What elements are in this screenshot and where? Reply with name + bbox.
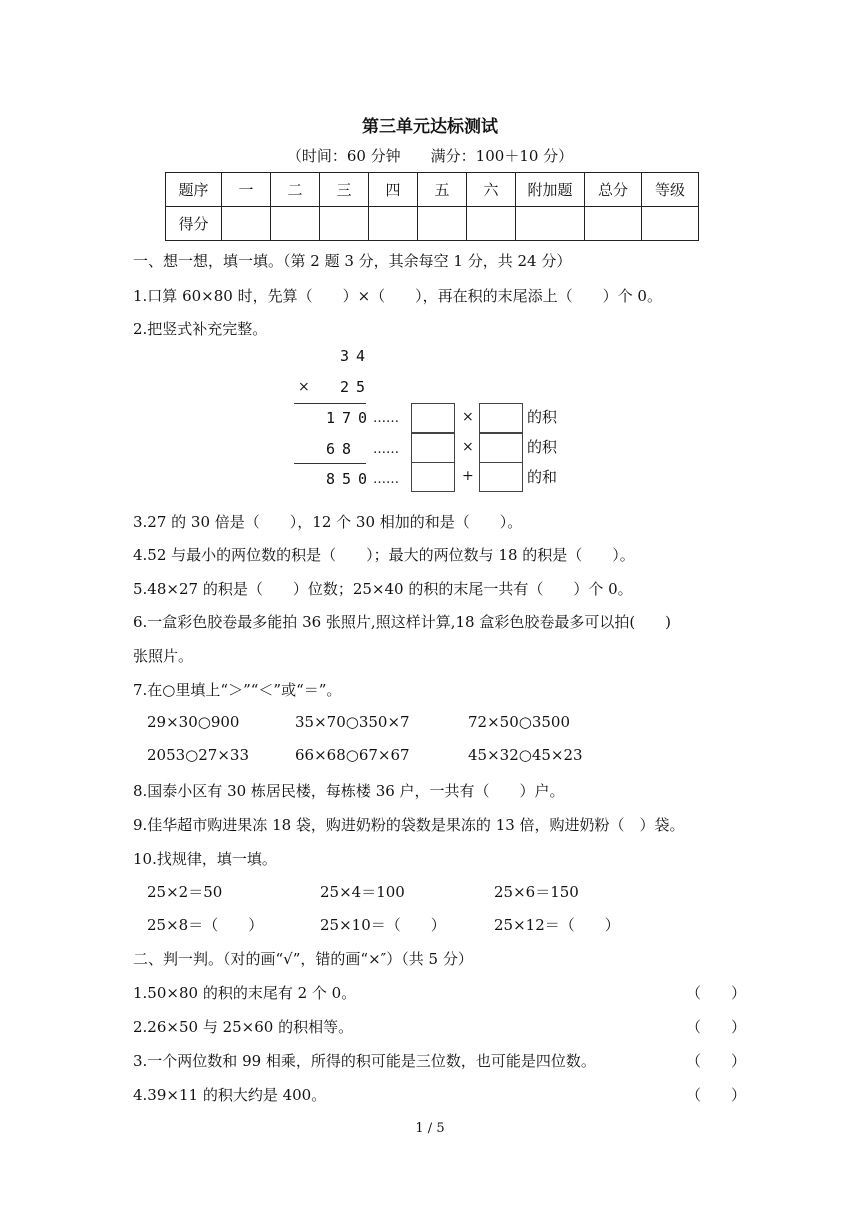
score-cell[interactable] bbox=[642, 207, 699, 241]
judge-item-2: 2.26×50 与 25×60 的积相等。 bbox=[133, 1018, 354, 1036]
partial-product-2: 68 bbox=[326, 440, 359, 458]
question-1-1: 1.口算 60×80 时，先算（ ）×（ ），再在积的末尾添上（ ）个 0。 bbox=[133, 287, 662, 305]
header-cell-3: 三 bbox=[320, 173, 369, 207]
score-cell[interactable] bbox=[320, 207, 369, 241]
op-times: × bbox=[462, 409, 474, 425]
op-plus: + bbox=[462, 468, 474, 484]
question-1-3: 3.27 的 30 倍是（ ），12 个 30 相加的和是（ ）。 bbox=[133, 513, 523, 531]
answer-box[interactable] bbox=[411, 403, 455, 433]
comparison-item: 29×30○900 bbox=[147, 713, 240, 731]
score-table bbox=[165, 172, 699, 241]
label-product: 的积 bbox=[527, 408, 558, 426]
op-times: × bbox=[462, 439, 474, 455]
comparison-item: 2053○27×33 bbox=[147, 746, 250, 764]
comparison-item: 66×68○67×67 bbox=[295, 746, 410, 764]
final-product: 850 bbox=[326, 470, 375, 488]
vertical-multiplication bbox=[290, 345, 570, 495]
page-number: 1 / 5 bbox=[415, 1121, 445, 1136]
comparison-item: 72×50○3500 bbox=[468, 713, 571, 731]
answer-box[interactable] bbox=[479, 462, 523, 492]
question-1-8: 8.国泰小区有 30 栋居民楼，每栋楼 36 户，一共有（ ）户。 bbox=[133, 782, 565, 800]
header-cell-bonus: 附加题 bbox=[516, 173, 585, 207]
answer-box[interactable] bbox=[411, 462, 455, 492]
judge-item-3: 3.一个两位数和 99 相乘，所得的积可能是三位数，也可能是四位数。 bbox=[133, 1052, 596, 1070]
answer-paren[interactable]: （ ） bbox=[686, 1018, 747, 1036]
header-cell-6: 六 bbox=[467, 173, 516, 207]
pattern-item: 25×4＝100 bbox=[320, 883, 405, 901]
pattern-item: 25×2＝50 bbox=[147, 883, 223, 901]
question-1-6: 6.一盒彩色胶卷最多能拍 36 张照片,照这样计算,18 盒彩色胶卷最多可以拍( ) bbox=[133, 613, 672, 631]
comparison-item: 35×70○350×7 bbox=[295, 713, 410, 731]
rule-line bbox=[294, 463, 366, 464]
multiplier: 25 bbox=[340, 378, 373, 396]
header-cell-1: 一 bbox=[222, 173, 271, 207]
row-label-score: 得分 bbox=[166, 207, 222, 241]
dots: …… bbox=[373, 442, 399, 457]
rule-line bbox=[294, 403, 366, 404]
label-product: 的积 bbox=[527, 438, 558, 456]
question-1-2: 2.把竖式补充完整。 bbox=[133, 320, 268, 338]
question-1-10: 10.找规律，填一填。 bbox=[133, 850, 277, 868]
multiplicand: 34 bbox=[340, 347, 373, 365]
score-table-score-row bbox=[166, 207, 699, 241]
page-title: 第三单元达标测试 bbox=[362, 117, 498, 137]
pattern-item: 25×6＝150 bbox=[494, 883, 579, 901]
label-sum: 的和 bbox=[527, 468, 558, 486]
header-cell-total: 总分 bbox=[585, 173, 642, 207]
question-1-4: 4.52 与最小的两位数的积是（ ）；最大的两位数与 18 的积是（ ）。 bbox=[133, 546, 635, 564]
question-1-7: 7.在○里填上“＞”“＜”或“＝”。 bbox=[133, 681, 342, 699]
header-cell-4: 四 bbox=[369, 173, 418, 207]
judge-item-4: 4.39×11 的积大约是 400。 bbox=[133, 1086, 327, 1104]
score-cell[interactable] bbox=[585, 207, 642, 241]
pattern-item: 25×12＝（ ） bbox=[494, 916, 620, 934]
answer-box[interactable] bbox=[411, 433, 455, 463]
answer-paren[interactable]: （ ） bbox=[686, 1086, 747, 1104]
score-cell[interactable] bbox=[418, 207, 467, 241]
question-1-5: 5.48×27 的积是（ ）位数；25×40 的积的末尾一共有（ ）个 0。 bbox=[133, 580, 633, 598]
section2-heading: 二、判一判。（对的画“√”，错的画“×″）（共 5 分） bbox=[133, 950, 473, 968]
judge-item-1: 1.50×80 的积的末尾有 2 个 0。 bbox=[133, 984, 357, 1002]
header-cell-grade: 等级 bbox=[642, 173, 699, 207]
answer-paren[interactable]: （ ） bbox=[686, 1052, 747, 1070]
header-cell-label: 题序 bbox=[166, 173, 222, 207]
dots: …… bbox=[373, 411, 399, 426]
question-1-9: 9.佳华超市购进果冻 18 袋，购进奶粉的袋数是果冻的 13 倍，购进奶粉（ ）袋。 bbox=[133, 816, 685, 834]
answer-box[interactable] bbox=[479, 433, 523, 463]
header-cell-5: 五 bbox=[418, 173, 467, 207]
score-cell[interactable] bbox=[369, 207, 418, 241]
dots: …… bbox=[373, 472, 399, 487]
answer-paren[interactable]: （ ） bbox=[686, 984, 747, 1002]
answer-box[interactable] bbox=[479, 403, 523, 433]
section1-heading: 一、想一想，填一填。（第 2 题 3 分，其余每空 1 分，共 24 分） bbox=[133, 252, 572, 270]
comparison-item: 45×32○45×23 bbox=[468, 746, 583, 764]
score-cell[interactable] bbox=[516, 207, 585, 241]
pattern-item: 25×8＝（ ） bbox=[147, 916, 264, 934]
partial-product-1: 170 bbox=[326, 409, 375, 427]
score-table-header-row bbox=[166, 173, 699, 207]
score-cell[interactable] bbox=[467, 207, 516, 241]
header-cell-2: 二 bbox=[271, 173, 320, 207]
times-sign: × bbox=[298, 379, 310, 395]
question-1-6-continued: 张照片。 bbox=[133, 647, 194, 665]
score-cell[interactable] bbox=[222, 207, 271, 241]
pattern-item: 25×10＝（ ） bbox=[320, 916, 446, 934]
score-cell[interactable] bbox=[271, 207, 320, 241]
test-info: （时间：60 分钟 满分：100＋10 分） bbox=[286, 147, 574, 165]
